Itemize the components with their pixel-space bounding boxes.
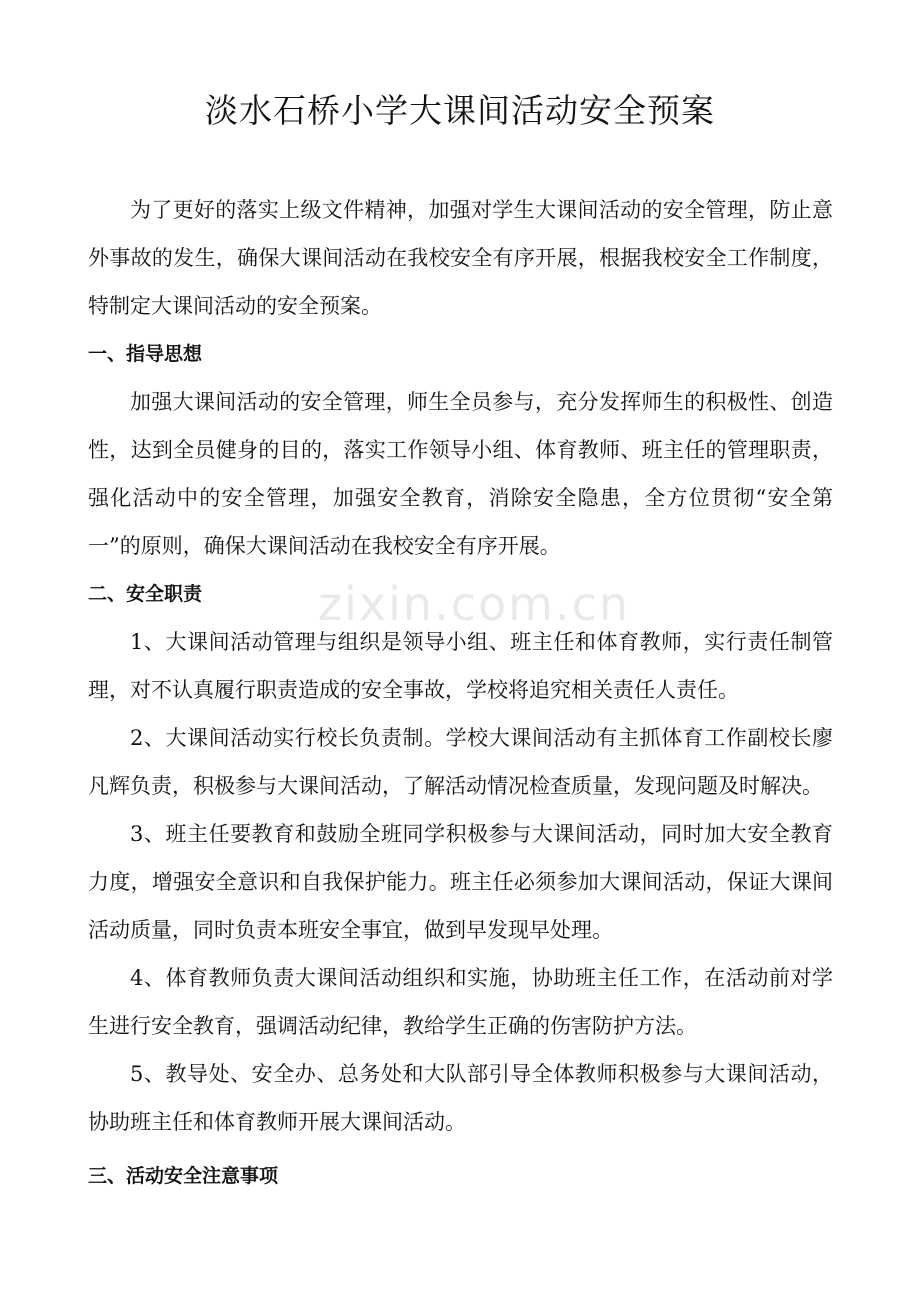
section-heading-activity-safety-notes: 三、活动安全注意事项 <box>88 1165 279 1187</box>
safety-duty-item-5: 5、教导处、安全办、总务处和大队部引导全体教师积极参与大课间活动，协助班主任和体育教师开展大课间活动。 <box>88 1062 833 1134</box>
document-title: 淡水石桥小学大课间活动安全预案 <box>205 91 715 130</box>
safety-duty-item-2: 2、大课间活动实行校长负责制。学校大课间活动有主抓体育工作副校长廖凡辉负责，积极参与大课间活动，了解活动情况检查质量，发现问题及时解决。 <box>88 726 833 798</box>
document-body <box>88 186 833 1200</box>
safety-duty-item-4: 4、体育教师负责大课间活动组织和实施，协助班主任工作，在活动前对学生进行安全教育，强调活动纪律，教给学生正确的伤害防护方法。 <box>88 966 833 1038</box>
guiding-ideology-paragraph: 加强大课间活动的安全管理，师生全员参与，充分发挥师生的积极性、创造性，达到全员健身的目的，落实工作领导小组、体育教师、班主任的管理职责，强化活动中的安全管理，加强安全教育，消除安全隐患，全方位贯彻“安全第一”的原则，确保大课间活动在我校安全有序开展。 <box>88 390 833 558</box>
section-heading-safety-duties: 二、安全职责 <box>88 583 203 605</box>
section-heading-guiding-ideology: 一、指导思想 <box>88 343 203 365</box>
watermark: zixin.com.cn <box>318 577 631 631</box>
safety-duty-item-3: 3、班主任要教育和鼓励全班同学积极参与大课间活动，同时加大安全教育力度，增强安全意识和自我保护能力。班主任必须参加大课间活动，保证大课间活动质量，同时负责本班安全事宜，做到早发现早处理。 <box>88 822 833 942</box>
safety-duty-item-1: 1、大课间活动管理与组织是领导小组、班主任和体育教师，实行责任制管理，对不认真履行职责造成的安全事故，学校将追究相关责任人责任。 <box>88 630 833 702</box>
intro-paragraph: 为了更好的落实上级文件精神，加强对学生大课间活动的安全管理，防止意外事故的发生，确保大课间活动在我校安全有序开展，根据我校安全工作制度，特制定大课间活动的安全预案。 <box>88 198 833 318</box>
